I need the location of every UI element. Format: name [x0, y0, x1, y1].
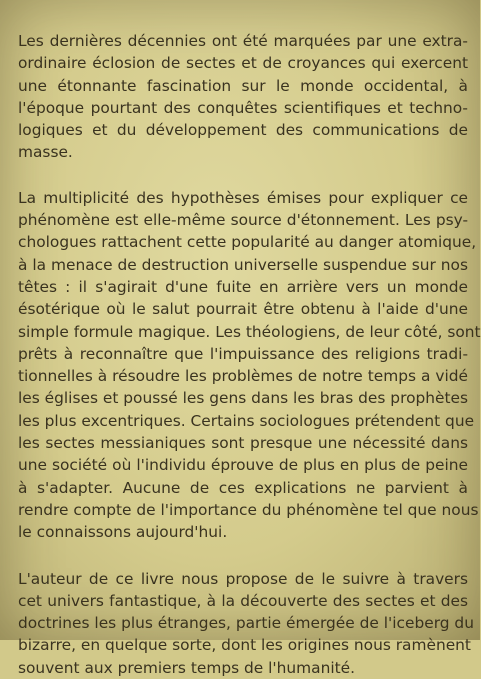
text-line: les églises et poussé les gens dans les bras des prophètes	[18, 389, 468, 408]
text-line: les plus excentriques. Certains sociologues prétendent que	[18, 411, 475, 430]
text-line: logiques et du développement des communications de	[18, 121, 468, 140]
text-line: une société où l'individu éprouve de plus en plus de peine	[18, 456, 468, 475]
text-line: tionnelles à résoudre les problèmes de notre temps a vidé	[18, 367, 468, 386]
text-line: le connaissons aujourd'hui.	[18, 523, 228, 542]
text-line: bizarre, en quelque sorte, dont les origines nous ramènent	[18, 636, 471, 655]
text-line: rendre compte de l'importance du phénomène tel que nous	[18, 500, 479, 519]
paragraph-hypotheses	[18, 187, 481, 544]
text-line: La multiplicité des hypothèses émises pour expliquer ce	[18, 188, 468, 207]
text-line: les sectes messianiques sont presque une nécessité dans	[18, 434, 468, 453]
text-line: cet univers fantastique, à la découverte des sectes et des	[18, 591, 468, 610]
text-line: L'auteur de ce livre nous propose de le suivre à travers	[18, 569, 468, 588]
paragraph-intro	[18, 30, 468, 164]
text-line: phénomène est elle-même source d'étonnement. Les psy-	[18, 211, 468, 230]
text-line: têtes : il s'agirait d'une fuite en arrière vers un monde	[18, 277, 468, 296]
text-line: souvent aux premiers temps de l'humanité.	[18, 658, 356, 677]
text-line: ordinaire éclosion de sectes et de croyances qui exercent	[18, 54, 468, 73]
text-line: masse.	[18, 143, 73, 162]
text-line: à s'adapter. Aucune de ces explications ne parvient à	[18, 478, 468, 497]
text-line: ésotérique où le salut pourrait être obtenu à l'aide d'une	[18, 300, 468, 319]
paragraph-author-invitation	[18, 568, 474, 679]
text-line: simple formule magique. Les théologiens, de leur côté, sont	[18, 322, 481, 341]
text-line: chologues rattachent cette popularité au danger atomique,	[18, 233, 477, 252]
text-line: Les dernières décennies ont été marquées par une extra-	[18, 32, 468, 50]
text-line: prêts à reconnaître que l'impuissance des religions tradi-	[18, 344, 468, 363]
text-line: une étonnante fascination sur le monde occidental, à	[18, 76, 468, 95]
text-line: à la menace de destruction universelle suspendue sur nos	[18, 255, 468, 274]
text-line: l'époque pourtant des conquêtes scientifiques et techno-	[18, 98, 468, 117]
text-line: doctrines les plus étranges, partie émergée de l'iceberg du	[18, 614, 474, 633]
